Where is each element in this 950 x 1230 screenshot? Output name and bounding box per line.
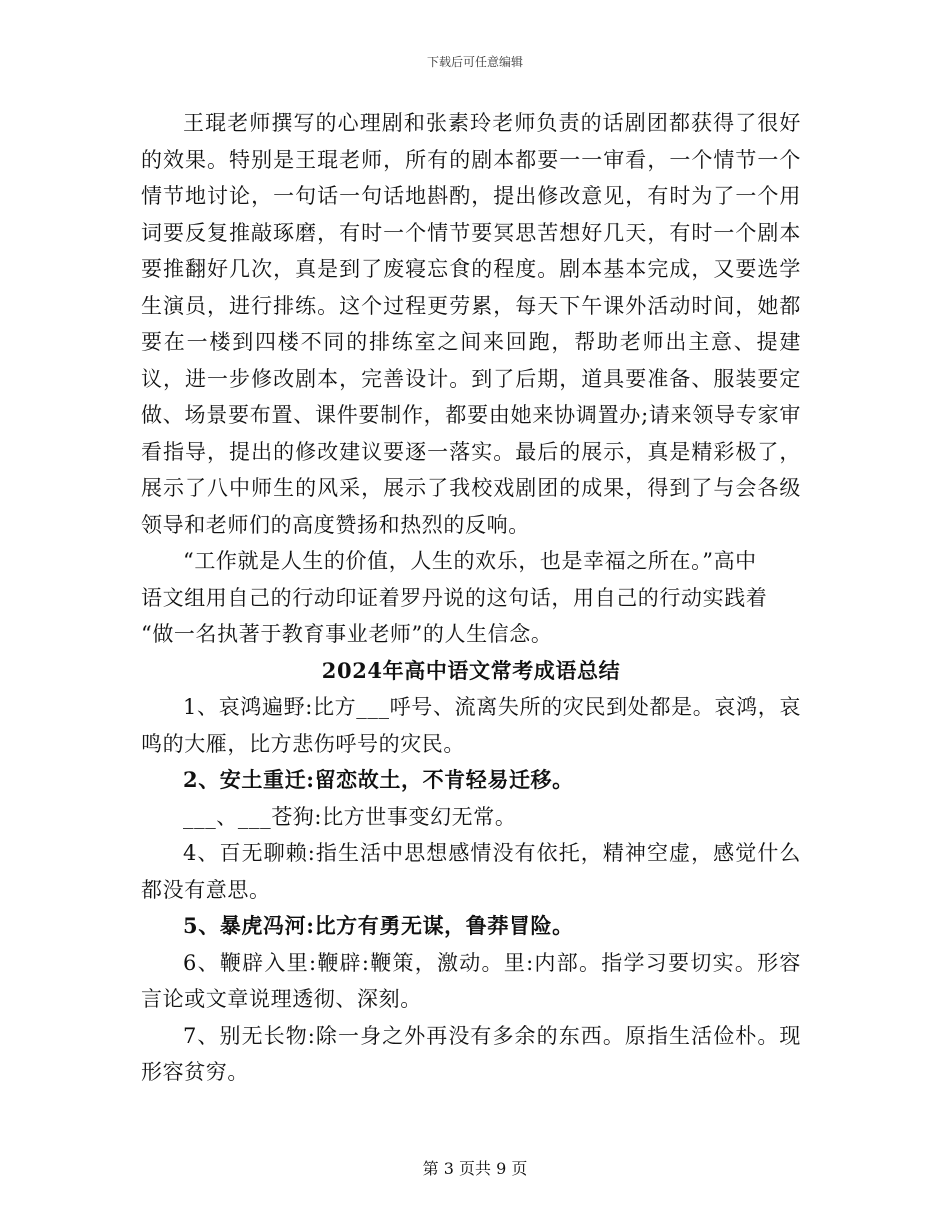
paragraph-1: 王琨老师撰写的心理剧和张素玲老师负责的话剧团都获得了很好的效果。特别是王琨老师，所有的剧本都要一一审看，一个情节一个情节地讨论，一句话一句话地斟酌，提出修改意见，有时为了一个用词要反复推敲琢磨，有时一个情节要冥思苦想好几天，有时一个剧本要推翻好几次，真是到了废寝忘食的程度。剧本基本完成，又要选学生演员，进行排练。这个过程更劳累，每天下午课外活动时间，她都要在一楼到四楼不同的排练室之间来回跑，帮助老师出主意、提建议，进一步修改剧本，完善设计。到了后期，道具要准备、服装要定做、场景要布置、课件要制作，都要由她来协调置办;请来领导专家审看指导，提出的修改建议要逐一落实。最后的展示，真是精彩极了，展示了八中师生的风采，展示了我校戏剧团的成果，得到了与会各级领导和老师们的高度赞扬和热烈的反响。 — [141, 111, 801, 537]
idiom-item-7: 7、别无长物:除一身之外再没有多余的东西。原指生活俭朴。现形容贫穷。 — [141, 1023, 801, 1084]
paragraph-2-line-1: “工作就是人生的价值，人生的欢乐，也是幸福之所在。”高中 — [183, 549, 757, 573]
section-title: 2024年高中语文常考成语总结 — [321, 657, 621, 683]
document-body — [141, 105, 801, 1091]
idiom-item-1: 1、哀鸿遍野:比方___呼号、流离失所的灾民到处都是。哀鸿，哀鸣的大雁，比方悲伤呼号的灾民。 — [141, 695, 801, 756]
idiom-item-3: ___、___苍狗:比方世事变幻无常。 — [183, 804, 517, 829]
paragraph-2-line-2: 语文组用自己的行动印证着罗丹说的这句话，用自己的行动实践着 — [141, 585, 768, 610]
paragraph-2-line-3: “做一名执著于教育事业老师”的人生信念。 — [141, 622, 553, 646]
idiom-item-2: 2、安土重迁:留恋故土，不肯轻易迁移。 — [183, 767, 574, 792]
idiom-item-4: 4、百无聊赖:指生活中思想感情没有依托，精神空虚，感觉什么都没有意思。 — [141, 841, 801, 902]
page-header: 下载后可任意编辑 — [426, 55, 523, 69]
page-footer: 第 3 页共 9 页 — [422, 1159, 528, 1178]
idiom-item-5: 5、暴虎冯河:比方有勇无谋，鲁莽冒险。 — [183, 913, 574, 938]
idiom-item-6: 6、鞭辟入里:鞭辟:鞭策，激动。里:内部。指学习要切实。形容言论或文章说理透彻、深刻。 — [141, 950, 801, 1011]
